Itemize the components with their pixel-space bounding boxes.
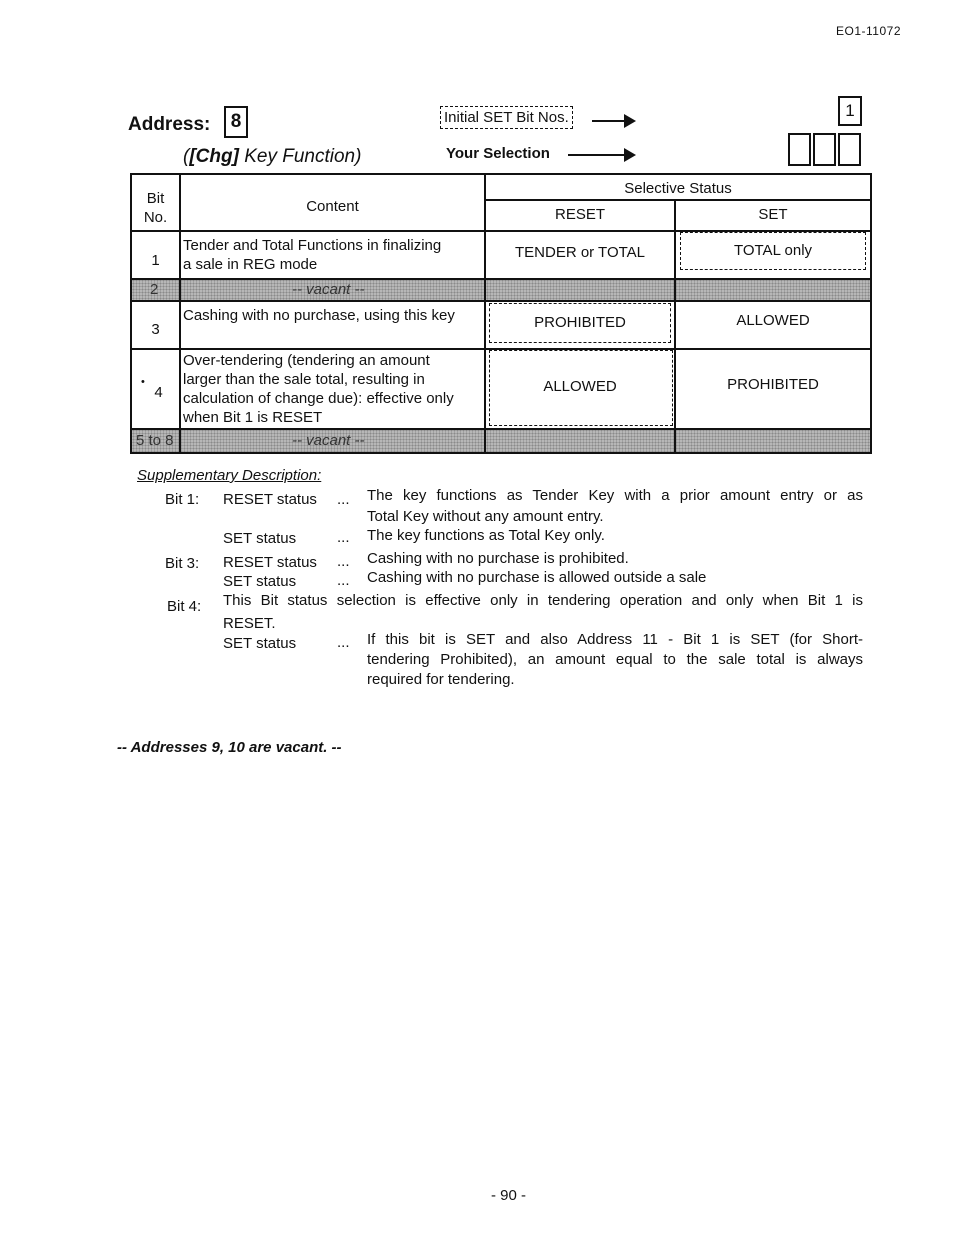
your-selection-label: Your Selection	[446, 145, 550, 162]
bit1-reset-text-l1: The key functions as Tender Key with a prior amount entry or as	[367, 487, 863, 504]
row4-bit: 4	[154, 384, 163, 401]
bit4-set-text-l3: required for tendering.	[367, 671, 515, 688]
address-label: Address:	[128, 114, 211, 135]
key-name: [Chg]	[189, 146, 239, 167]
row1-set: TOTAL only	[733, 242, 813, 259]
row1-content: Tender and Total Functions in finalizing a sale in REG mode	[183, 237, 442, 273]
row5-bit: 5 to 8	[136, 432, 174, 449]
bit4-label: Bit 4:	[167, 598, 202, 615]
row4-reset: ALLOWED	[543, 378, 617, 395]
vacant-addresses-note: -- Addresses 9, 10 are vacant. --	[117, 739, 342, 756]
bit4-set-label: SET status	[223, 635, 297, 652]
row1-reset: TENDER or TOTAL	[514, 244, 646, 261]
ellipsis: ...	[337, 491, 350, 508]
row3-content: Cashing with no purchase, using this key	[183, 307, 455, 324]
row2-vacant: -- vacant --	[292, 281, 365, 298]
bit1-reset-label: RESET status	[223, 491, 317, 508]
arrow-right-icon	[568, 154, 632, 156]
vacant-row-shade	[132, 429, 870, 452]
key-function-title	[183, 146, 361, 168]
bit4-set-text-l2: tendering Prohibited), an amount equal to the sale total is always	[367, 651, 863, 668]
header-content: Content	[306, 198, 359, 215]
bit4-text-l2: RESET.	[223, 615, 276, 632]
header-set: SET	[758, 206, 788, 223]
selection-box-1[interactable]	[788, 133, 811, 166]
selection-box-3[interactable]	[838, 133, 861, 166]
vacant-row-shade	[132, 279, 870, 301]
bit1-reset-text-l2: Total Key without any amount entry.	[367, 508, 604, 525]
key-function-suffix: Key Function)	[238, 146, 362, 167]
bit4-set-text-l1: If this bit is SET and also Address 11 - Bit 1 is SET (for Short-	[367, 631, 863, 648]
arrow-right-icon	[592, 120, 632, 122]
supplementary-title: Supplementary Description:	[137, 467, 322, 484]
row3-set: ALLOWED	[736, 312, 810, 329]
bit3-reset-text: Cashing with no purchase is prohibited.	[367, 550, 629, 567]
paren-open: (	[183, 146, 190, 167]
ellipsis: ...	[337, 553, 350, 570]
initial-set-value-box: 1	[838, 96, 862, 126]
bit1-label: Bit 1:	[165, 491, 200, 508]
row3-reset: PROHIBITED	[534, 314, 626, 331]
bit1-set-label: SET status	[223, 530, 297, 547]
bit3-set-text: Cashing with no purchase is allowed outside a sale	[367, 569, 707, 586]
bit4-text-l1: This Bit status selection is effective only in tendering operation and only when Bit 1 is	[223, 592, 863, 609]
selection-box-2[interactable]	[813, 133, 836, 166]
row5-vacant: -- vacant --	[292, 432, 365, 449]
row4-content: Over-tendering (tendering an amount larger than the sale total, resulting in calculation of change due): effective only when Bit 1 is RESET	[183, 352, 454, 426]
ellipsis: ...	[337, 634, 350, 651]
ellipsis: ...	[337, 529, 350, 546]
header-reset: RESET	[554, 206, 605, 223]
row3-bit: 3	[151, 321, 160, 338]
bit3-set-label: SET status	[223, 573, 297, 590]
row2-bit: 2	[150, 281, 159, 298]
row4-marker: •	[141, 376, 145, 388]
address-number-box: 8	[224, 106, 248, 138]
row1-bit: 1	[151, 252, 160, 269]
initial-set-label: Initial SET Bit Nos.	[440, 106, 573, 129]
row4-set: PROHIBITED	[727, 376, 819, 393]
header-bit-no: Bit No.	[143, 190, 168, 226]
document-number: EO1-11072	[836, 24, 901, 38]
page-number: - 90 -	[491, 1187, 527, 1204]
ellipsis: ...	[337, 572, 350, 589]
bit-status-table	[130, 173, 872, 454]
bit3-reset-label: RESET status	[223, 554, 317, 571]
header-selective-status: Selective Status	[624, 180, 732, 197]
bit3-label: Bit 3:	[165, 555, 200, 572]
bit1-set-text: The key functions as Total Key only.	[367, 527, 605, 544]
